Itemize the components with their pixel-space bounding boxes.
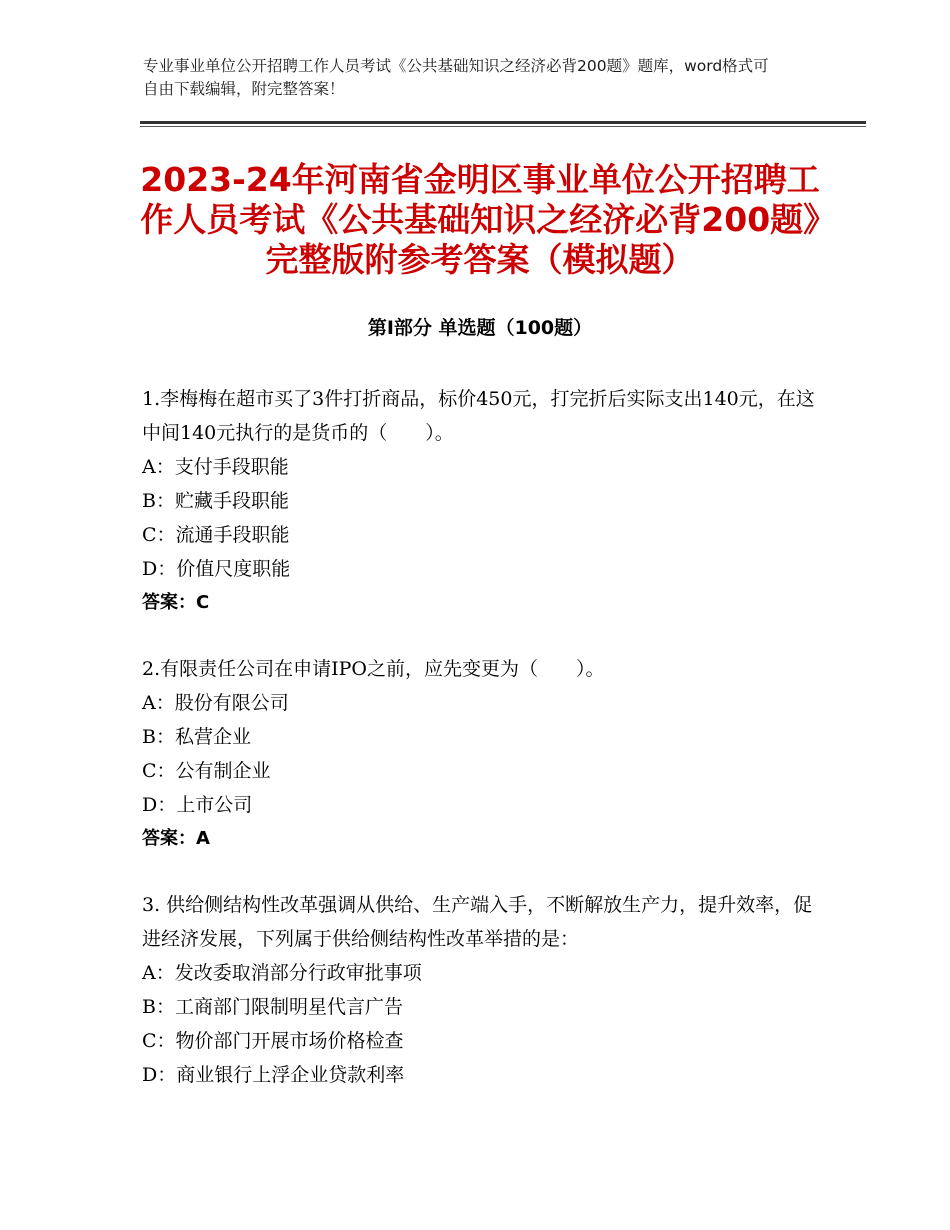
header-rule-thick: [140, 121, 866, 124]
option-a: A：股份有限公司: [142, 692, 289, 714]
option-a: A：支付手段职能: [142, 456, 289, 478]
option-b: B：私营企业: [142, 726, 251, 748]
section-title: 第Ⅰ部分 单选题（100题）: [367, 317, 593, 339]
option-d: D：商业银行上浮企业贷款利率: [142, 1064, 405, 1086]
option-d: D：价值尺度职能: [142, 558, 291, 580]
document-title: 2023-24年河南省金明区事业单位公开招聘工作人员考试《公共基础知识之经济必背200题》完整版附参考答案（模拟题）: [140, 160, 820, 279]
option-a: A：发改委取消部分行政审批事项: [142, 962, 422, 984]
question-1: [142, 382, 822, 620]
option-b: B：贮藏手段职能: [142, 490, 289, 512]
option-b: B：工商部门限制明星代言广告: [142, 996, 403, 1018]
question-list: [142, 382, 822, 1124]
option-c: C：公有制企业: [142, 760, 271, 782]
question-stem: 2.有限责任公司在申请IPO之前，应先变更为（ ）。: [142, 658, 605, 680]
question-2: [142, 652, 822, 856]
option-c: C：物价部门开展市场价格检查: [142, 1030, 404, 1052]
question-3: [142, 888, 822, 1092]
option-c: C：流通手段职能: [142, 524, 290, 546]
option-d: D：上市公司: [142, 794, 253, 816]
question-stem: 1.李梅梅在超市买了3件打折商品，标价450元，打完折后实际支出140元，在这中间140元执行的是货币的（ ）。: [142, 388, 815, 444]
header-note: 专业事业单位公开招聘工作人员考试《公共基础知识之经济必背200题》题库，word格式可自由下载编辑，附完整答案！: [143, 57, 769, 98]
header-rule-thin: [140, 126, 866, 127]
answer-label: 答案：A: [142, 828, 210, 849]
question-stem: 3. 供给侧结构性改革强调从供给、生产端入手，不断解放生产力，提升效率，促进经济发展，下列属于供给侧结构性改革举措的是：: [142, 894, 813, 950]
answer-label: 答案：C: [142, 592, 210, 613]
